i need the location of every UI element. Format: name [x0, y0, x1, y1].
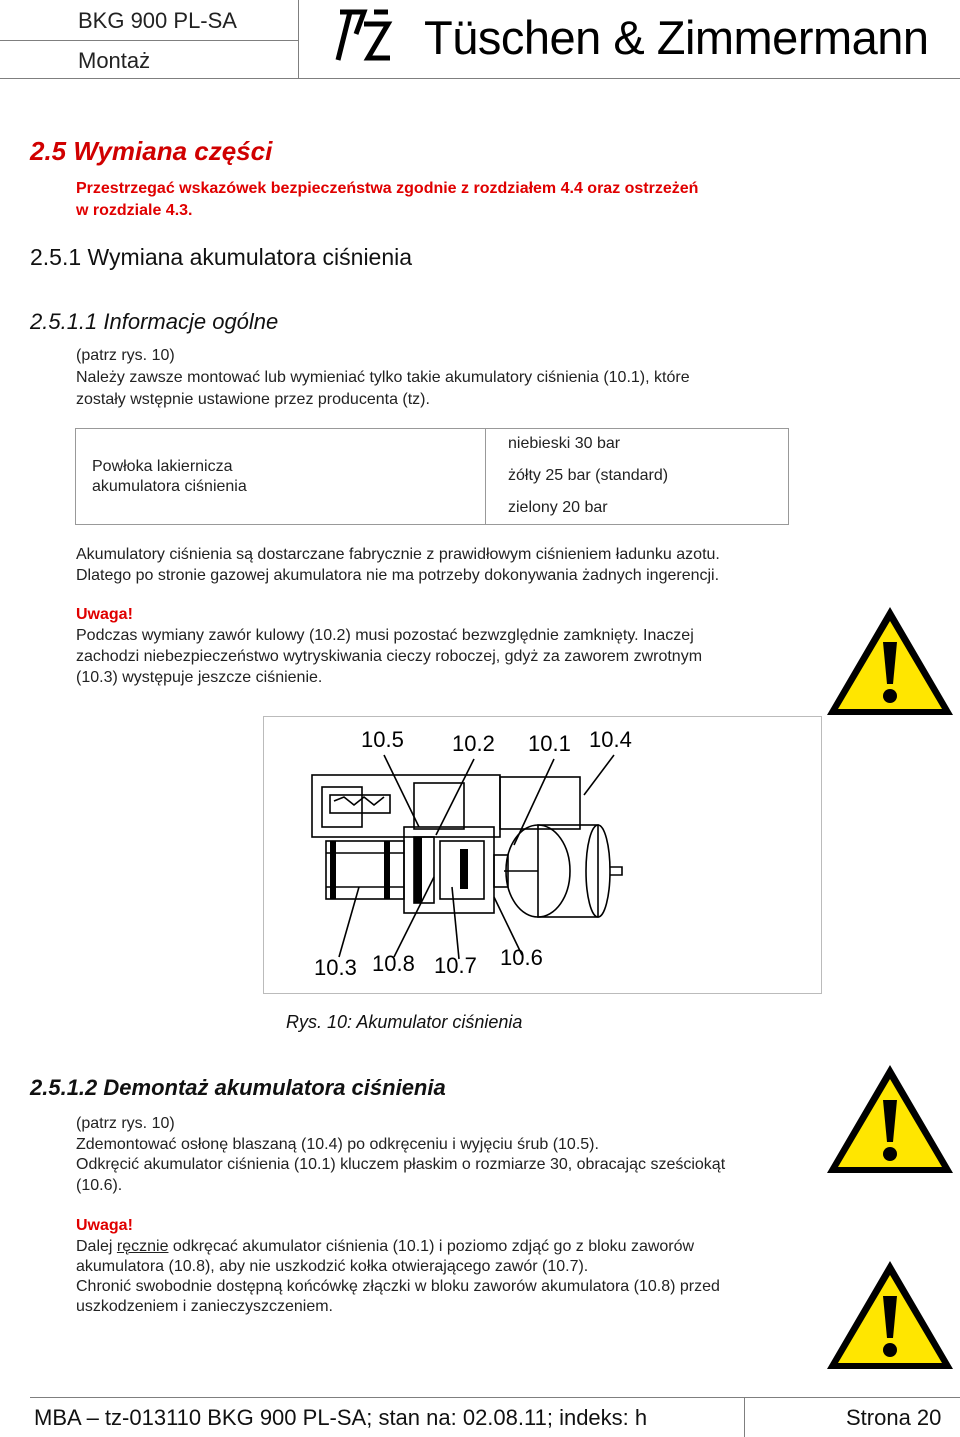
footer-divider-v	[744, 1397, 745, 1437]
dismantle-line2: Odkręcić akumulator ciśnienia (10.1) kluczem płaskim o rozmiarze 30, obracając sześciokąt	[76, 1156, 726, 1173]
general-text-line2: zostały wstępnie ustawione przez producenta (tz).	[76, 391, 430, 408]
coating-row-green: zielony 20 bar	[508, 499, 608, 516]
coating-table	[75, 428, 789, 525]
warning1-line1: Podczas wymiany zawór kulowy (10.2) musi pozostać bezwzględnie zamknięty. Inaczej	[76, 627, 694, 644]
warning2-label: Uwaga!	[76, 1217, 133, 1234]
warning1-label: Uwaga!	[76, 606, 133, 623]
section-warning-line1: Przestrzegać wskazówek bezpieczeństwa zgodnie z rozdziałem 4.4 oraz ostrzeżeń	[76, 180, 699, 197]
brand-name: Tüschen & Zimmermann	[424, 11, 929, 64]
manual-emphasis: ręcznie	[116, 1238, 169, 1255]
section-warning-line2: w rozdziale 4.3.	[76, 202, 193, 219]
warning-triangle-icon	[824, 604, 956, 718]
header-divider-v	[298, 0, 299, 78]
label-10-6: 10.6	[500, 945, 543, 970]
footer-doc-info: MBA – tz-013110 BKG 900 PL-SA; stan na: 02.08.11; indeks: h	[34, 1405, 648, 1430]
warning-triangle-icon	[824, 1062, 956, 1176]
warning2-line3: Chronić swobodnie dostępną końcówkę złączki w bloku zaworów akumulatora (10.8) przed	[76, 1278, 720, 1295]
coating-row-yellow: żółty 25 bar (standard)	[508, 467, 669, 484]
label-10-1: 10.1	[528, 731, 571, 756]
header-doc-title: BKG 900 PL-SA	[78, 8, 237, 33]
dismantle-heading: 2.5.1.2 Demontaż akumulatora ciśnienia	[30, 1075, 446, 1100]
coating-row-blue: niebieski 30 bar	[508, 435, 621, 452]
nitrogen-line1: Akumulatory ciśnienia są dostarczane fabrycznie z prawidłowym ciśnieniem ładunku azotu.	[76, 546, 720, 563]
warning2-line1: Dalej ręcznie odkręcać akumulator ciśnienia (10.1) i poziomo zdjąć go z bloku zaworów	[76, 1238, 695, 1255]
dismantle-line3: (10.6).	[76, 1177, 123, 1194]
general-text-line1: Należy zawsze montować lub wymieniać tylko takie akumulatory ciśnienia (10.1), które	[76, 369, 690, 386]
label-10-4: 10.4	[589, 727, 632, 752]
warning1-line2: zachodzi niebezpieczeństwo wytryskiwania cieczy roboczej, gdyż za zaworem zwrotnym	[76, 648, 703, 665]
footer-rule	[30, 1397, 960, 1398]
nitrogen-line2: Dlatego po stronie gazowej akumulatora nie ma potrzeby dokonywania żadnych ingerencji.	[76, 567, 720, 584]
subsubsection-heading: 2.5.1.1 Informacje ogólne	[30, 309, 279, 334]
label-10-5: 10.5	[361, 727, 404, 752]
section-heading: 2.5 Wymiana części	[30, 136, 273, 166]
label-10-3: 10.3	[314, 955, 357, 980]
dismantle-line1: Zdemontować osłonę blaszaną (10.4) po odkręceniu i wyjęciu śrub (10.5).	[76, 1136, 599, 1153]
header-bottom-rule	[0, 78, 960, 79]
coating-label-line2: akumulatora ciśnienia	[92, 477, 247, 495]
brand-logo-icon	[330, 4, 394, 66]
warning1-line3: (10.3) występuje jeszcze ciśnienie.	[76, 669, 323, 686]
warning2-line2: akumulatora (10.8), aby nie uszkodzić kołka otwierającego zawór (10.7).	[76, 1258, 589, 1275]
subsection-heading: 2.5.1 Wymiana akumulatora ciśnienia	[30, 244, 413, 270]
label-10-2: 10.2	[452, 731, 495, 756]
coating-table-values	[486, 429, 788, 524]
dismantle-ref: (patrz rys. 10)	[76, 1115, 175, 1132]
label-10-8: 10.8	[372, 951, 415, 976]
coating-table-label	[76, 429, 486, 524]
header-doc-section: Montaż	[78, 48, 151, 73]
figure-caption: Rys. 10: Akumulator ciśnienia	[286, 1012, 523, 1032]
coating-label-line1: Powłoka lakiernicza	[92, 457, 233, 475]
accumulator-figure	[263, 716, 822, 994]
warning2-line4: uszkodzeniem i zanieczyszczeniem.	[76, 1298, 333, 1315]
footer-page-number: Strona 20	[846, 1405, 942, 1430]
warning-triangle-icon	[824, 1258, 956, 1372]
accumulator-drawing	[264, 717, 821, 993]
label-10-7: 10.7	[434, 953, 477, 978]
header-divider-h	[0, 40, 298, 41]
figure-reference: (patrz rys. 10)	[76, 347, 175, 364]
